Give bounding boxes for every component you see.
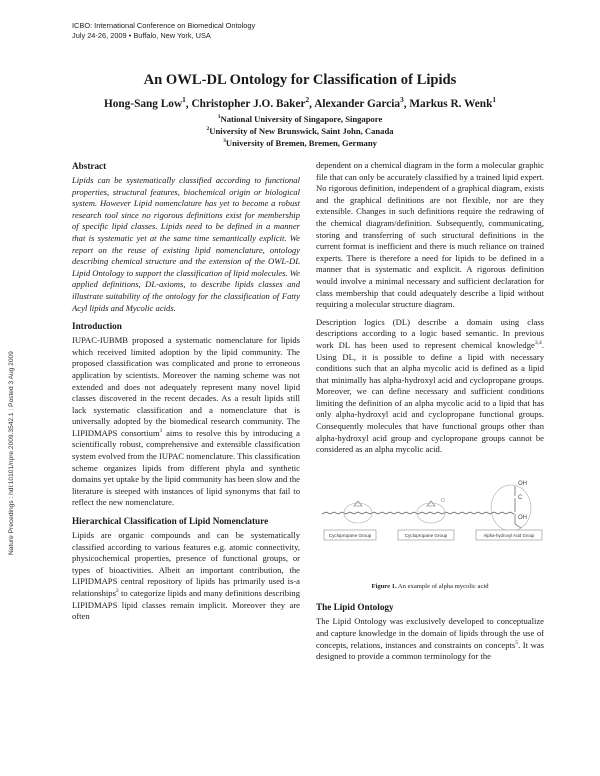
hydrocarbon-chain [322,512,514,514]
conference-date-location: July 24-26, 2009 • Buffalo, New York, USA [72,31,211,40]
atom-label: C [518,494,523,501]
conference-name: ICBO: International Conference on Biomedical Ontology [72,21,256,30]
cyclopropane-ring [427,501,435,506]
introduction-heading: Introduction [72,321,122,332]
cyclopropane-ring [354,501,362,506]
affiliation [0,114,600,124]
author-affiliation-mark: 1 [492,95,497,105]
body-paragraph: dependent on a chemical diagram in the form a molecular graphic file that can only be accurately classified by a trained lipid expert. No rigorous definition, independent of a graphical diagram, exists and the graphical definitions are not flexible, nor are they extensible. Changes in such definitions require the redrawing of the chemical diagram/definition. Subsequently, communicating, storing and transferring of such structural definitions in the current format is inefficient and there is much reliance on trained experts. There is therefore a need for lipids to be defined in a manner that is systematic and explicit. A rigorous definition would involve a minimal necessary and sufficient declaration for class membership that could adequately describe a lipid without requiring a molecular structure diagram. [316,160,544,310]
affiliation [0,126,600,136]
hierarchical-paragraph [72,530,300,623]
figure-label: Figure 1. [371,583,397,591]
author-name: Christopher J.O. Baker [191,98,306,110]
figure-caption [316,582,544,591]
author-list: Hong-Sang Low$^1$, Christopher J.O. Baker$^2$, Alexander Garcia$^3$, Markus R. Wenk$^1$ [103,95,497,110]
group-label-alpha-hydroxyl: Alpha-hydroxyl Acid Group [483,532,535,538]
affiliation-mark: 1 [217,114,221,121]
text-run: to categorize lipids and many definitions describing LIPIDMAPS lipid classes remain implicit. Moreover they are often [72,588,300,622]
citation-mark: 3,4 [534,340,542,347]
left-column [72,160,300,629]
citation-mark: 2 [115,588,119,595]
bond [515,524,521,528]
text-run: Description logics (DL) describe a domain using class descriptions according to a logic based semantic. In previous work DL has been used to represent chemical knowledge [316,316,544,350]
lipid-ontology-paragraph [316,616,544,662]
hierarchical-heading: Hierarchical Classification of Lipid Nomenclature [72,516,269,527]
conference-header [72,21,255,41]
text-run: aims to resolve this by introducing a scientifically robust, comprehensive and extensible classification system evolved from the IUPAC nomenclature. This classification scheme organizes lipids from different phyla and synthetic domains yet uptake by the lipid community has been slow and the literature is steeped with instances of lipid synonyms that fail to reflect the new nomenclature. [72,427,300,508]
caption-text: An example of alpha mycolic acid [396,583,489,591]
preprint-identifier: Nature Precedings : hdl:10101/npre.2009.3542.1 : Posted 3 Aug 2009 [8,351,15,555]
figure-alpha-mycolic-acid [316,472,544,575]
citation-mark: 5 [515,639,519,646]
abstract-text: Lipids can be systematically classified according to functional properties, structural features, biochemical origin or biological system. However Lipid nomenclature has yet to become a robust research tool since no rigorous definitions exist for membership of specific lipid classes. Lipids need to be defined in a manner that is systematic yet at the same time semantically explicit. We report on the reuse of existing lipid nomenclature, ontology describing chemical structure and the extension of the OWL-DL Lipid Ontology to support the classification of lipid molecules. We applied definitions, DL-axioms, to describe lipids classes and illustrate suitability of the ontology for the classification of Fatty Acyl lipids and Mycolic acids. [72,175,300,313]
abstract-heading: Abstract [72,161,107,171]
author-affiliation-mark: 2 [305,95,310,105]
group-circle [491,485,531,531]
atom-label: O [441,497,445,504]
lipid-ontology-heading: The Lipid Ontology [316,602,394,613]
affiliation [0,138,600,148]
affiliation-text: National University of Singapore, Singapore [220,114,383,124]
atom-label: OH [518,514,527,521]
affiliation-text: University of Bremen, Bremen, Germany [225,138,377,148]
affiliation-mark: 2 [206,126,210,133]
author-name: Hong-Sang Low [103,98,183,110]
affiliation-text: University of New Brunswick, Saint John, Canada [209,126,394,136]
body-paragraph [316,317,544,456]
text-run: The Lipid Ontology was exclusively developed to conceptualize and capture knowledge in the domain of lipids through the use of concepts, relations, instances and constraints on concepts [316,616,544,650]
author-name: Alexander Garcia [314,98,401,110]
side-margin-identifier [6,255,18,555]
affiliation-mark: 3 [223,138,226,145]
text-run: Lipids are organic compounds and can be systematically classified according to various features e.g. atomic connectivity, physicochemical properties, presence of functional groups, or types of bioactivities. Albeit an important contribution, the LIPIDMAPS central repository of lipids has primarily used is-a relationships [72,530,300,598]
introduction-paragraph [72,335,300,509]
group-label-cyclopropane-2: Cyclopropane Group [404,532,448,538]
text-run: . Using DL, it is possible to define a lipid with necessary conditions such that an alpha mycolic acid is defined as a lipid that minimally has alpha-hydroxyl acid and cyclopropane groups. Moreover, we can define necessary and sufficient conditions limiting the definition of an alpha mycolic acid to a lipid that has only alpha-hydroxyl acid and cyclopropane functional groups. Consequently molecules that have functional groups other than alpha-hydroxyl acid group and cyclopropane groups cannot be considered as an alpha mycolic acid. [316,339,544,455]
text-run: IUPAC-IUBMB proposed a systematic nomenclature for lipids which received limited adoption by the lipid community. The proposed classification was complicated and prone to erroneous application by scientists. Moreover the naming scheme was not extended and does not adequately represent many novel lipid classes discovered in the recent decades. As a result lipids still lack systematic classification and a nomenclature that is universally adopted by the biomedical research community. The LIPIDMAPS consortium [72,335,300,438]
paper-title: An OWL-DL Ontology for Classification of Lipids [143,72,457,88]
group-label-cyclopropane-1: Cyclopropane Group [328,532,372,538]
author-name: Markus R. Wenk [409,98,493,110]
author-affiliation-mark: 3 [400,95,404,105]
right-column [316,160,544,669]
atom-label: OH [518,480,527,487]
author-affiliation-mark: 1 [182,95,186,105]
citation-mark: 1 [159,428,163,435]
text-run: . It was designed to provide a common terminology for the [316,639,544,662]
